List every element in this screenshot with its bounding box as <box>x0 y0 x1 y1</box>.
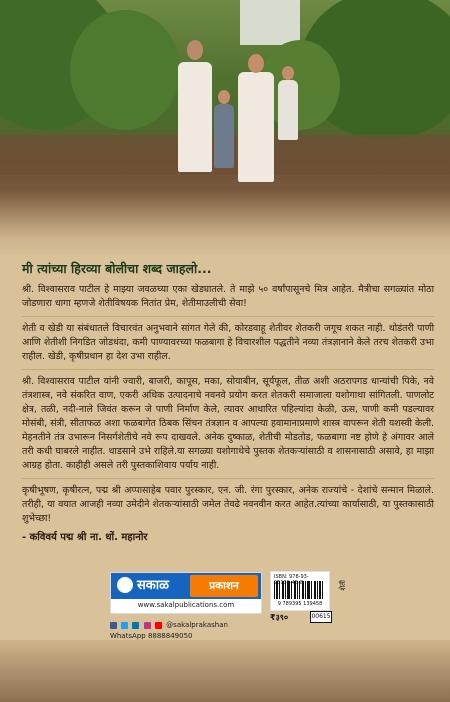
blurb-heading: मी त्यांच्या हिरव्या बोलीचा शब्द जाहलो... <box>22 261 212 276</box>
divider <box>22 316 434 317</box>
paragraph: श्री. विश्वासराव पाटील हे माझ्या जवळच्या एका खेड्यातले. ते माझे ५० वर्षांपासूनचे मित्र आहेत. मैत्रीचा सगळ्यांत मोठा जोडणारा धागा म्हणजे शेतीविषयक नितांत प्रेम, शेतीमाउलीची सेवा! <box>22 284 434 309</box>
linkedin-icon <box>132 622 139 629</box>
whatsapp-row <box>110 631 270 642</box>
head <box>282 66 294 80</box>
head <box>248 54 264 73</box>
publisher-url: www.sakalpublications.com <box>137 601 235 609</box>
publisher-imprint: प्रकाशन <box>209 580 239 592</box>
barcode-number: 9 789395 139458 <box>277 601 323 607</box>
product-code: 00615 <box>310 611 332 623</box>
publisher-bar <box>111 573 261 599</box>
paragraph: कृषीभूषण, कृषीरत्न, पद्म श्री अप्पासाहेब पवार पुरस्कार, एन. जी. रंगा पुरस्कार, अनेक राज्यांचे - देशांचे सन्मान मिळाले. तरीही, या वयात आजही नव्या उमेदीने शेतकऱ्यांसाठी जमेल तेवढे नवनवीन करत आहेत.त्यांच्या कार्यासाठी, या पुस्तकासाठी शुभेच्छा! <box>22 485 434 524</box>
soil-strip <box>0 640 450 702</box>
publisher-name: सकाळ <box>137 578 170 593</box>
orange-tree <box>70 10 180 130</box>
publisher-logo <box>110 572 262 614</box>
sky-patch <box>240 0 300 45</box>
social-row <box>110 620 270 631</box>
publisher-emblem-icon <box>117 577 133 593</box>
child-walking <box>214 104 234 168</box>
divider <box>22 369 434 370</box>
price: ₹३९० <box>270 613 289 622</box>
publisher-imprint-box <box>190 575 258 597</box>
man-walking <box>238 72 274 182</box>
social-handle: @sakalprakashan <box>166 621 228 629</box>
whatsapp-number: WhatsApp 8888849050 <box>110 632 193 640</box>
head <box>218 90 230 104</box>
social-links <box>110 620 270 642</box>
man-walking <box>178 62 212 172</box>
head <box>187 40 203 60</box>
facebook-icon <box>110 622 117 629</box>
instagram-icon <box>144 622 151 629</box>
isbn-text: ISBN: 978-93-95139-45-8 <box>274 574 309 586</box>
photo-fade <box>0 190 450 260</box>
paragraph: श्री. विश्वासराव पाटील यांनी ज्वारी, बाजरी, कापूस, मका, सोयाबीन, सूर्यफूल, तीळ अशी अठरापगड धान्यांची पिके, नवे तंत्रशास्त्र, नवे संकरित वाण, एकरी अधिक उत्पादनाचे नवनवे प्रयोग करत शेतकरी समाजाला यशोगाथा सांगितली. पाणलोट क्षेत्र, तळी, नदी-नाले जिवंत करून जे पाणी निर्माण केले, त्यावर आधारित पहिल्यांदा केळी, ऊस, पाणी कमी पडल्यावर मोसंबी, संत्री, सीताफळ अशा फळबागेत ठिबक सिंचन तंत्रज्ञान व आपल्या हवामानाप्रमाणे शास्त्र वापरून शेती यशस्वी केली. मेहनतीने तंत्र उभारून निसर्गशेतीचे नवे रूप दाखवले. अनेक दुष्काळ, शेतीची मोडतोड, फळबागा नष्ट होणे हे अंगावर आले तरी कधी घाबरले नाहीत. धाडसाने उभे राहिले.या सगळ्या यशोगाथेचे पुस्तक शेतकऱ्यांसाठी व शासनासाठी असावे, हा माझा आग्रह होता. काहीही असले तरी पुस्तकाशिवाय पर्याय नाही. <box>22 376 434 471</box>
barcode-box <box>270 571 330 611</box>
barcode-icon <box>274 581 324 599</box>
twitter-icon <box>121 622 128 629</box>
signature: - कविवर्य पद्म श्री ना. धों. महानोर <box>22 532 148 543</box>
youtube-icon <box>155 622 162 629</box>
divider <box>22 478 434 479</box>
man-walking <box>278 80 298 140</box>
blurb <box>22 260 434 545</box>
category-label: शेती <box>339 580 347 591</box>
paragraph: शेती व खेडी या संबंधातले विचारवंत अनुभवाने सांगत गेले की, कोरडवाहू शेतीवर शेतकरी जगूच शकत नाही. थोडंतरी पाणी आणि शेतीशी निगडित जोडधंदा, कमी पाण्यावरच्या फळबागा हे विचारशील पद्धतीने नव्या तंत्रज्ञानाने केले तरच शेतकरी उभा राहील. खेडी, कृषीप्रधान हा देश उभा राहील. <box>22 323 434 362</box>
